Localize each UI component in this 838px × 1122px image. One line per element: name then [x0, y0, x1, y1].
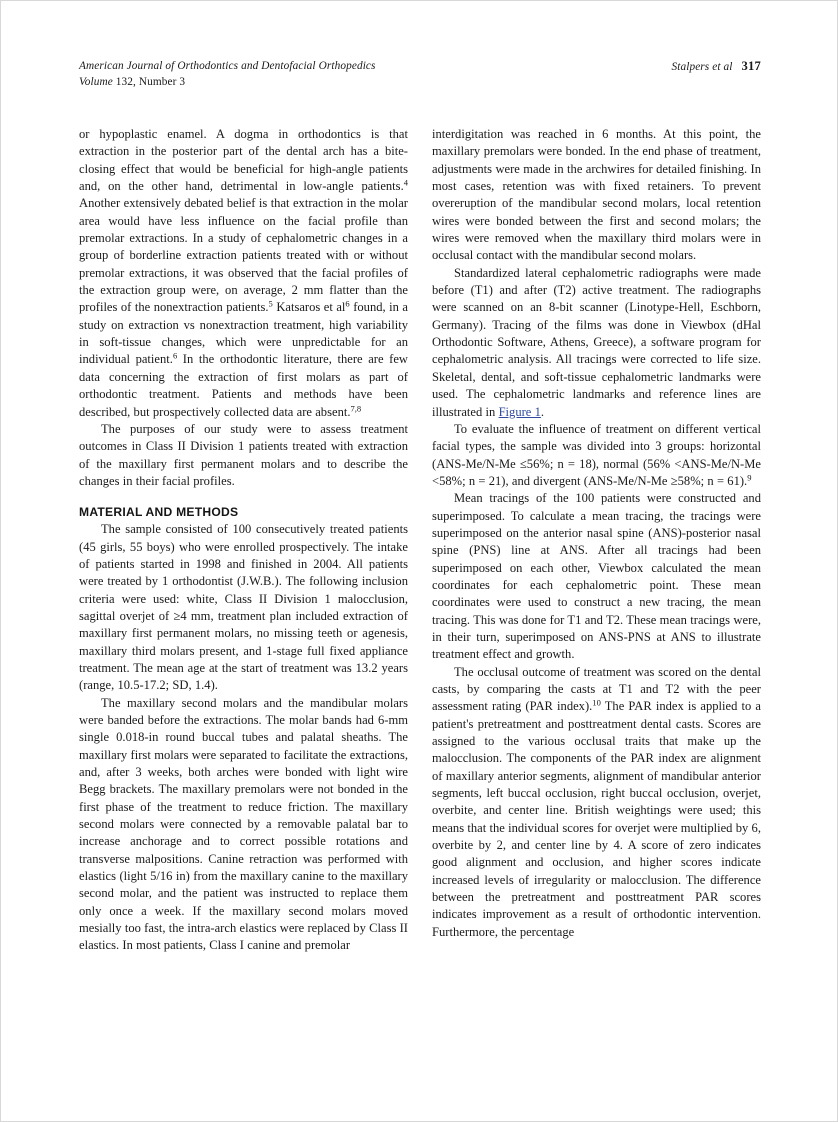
- paragraph-par-index: [432, 664, 761, 942]
- figure-1-link[interactable]: Figure 1: [498, 404, 541, 419]
- paragraph-banding: The maxillary second molars and the mandibular molars were banded before the extractions. The molar bands had 6-mm single 0.018-in round buccal tubes and palatal sheaths. The maxillary first molars were separated to facilitate the extractions, and, after 3 weeks, both arches were bonded with light wire Begg brackets. The maxillary premolars were not bonded in the first phase of the treatment to reduce friction. The maxillary second molars were connected by a removable palatal bar to increase anchorage and to correct possible rotations and transverse malpositions. Canine retraction was performed with elastics (light 5/16 in) from the maxillary canine to the maxillary second molar, and the patient was instructed to replace them only once a week. If the maxillary second molars moved mesially too fast, the intra-arch elastics were replaced by Class II elastics. In most patients, Class I canine and premolar: [79, 695, 408, 953]
- paragraph-continuation: [79, 126, 408, 421]
- section-heading-material-and-methods: MATERIAL AND METHODS: [79, 505, 239, 520]
- para-text-d: found, in a study on extraction vs nonextraction treatment, high variability in soft-tissue changes, which were unpredictable for an individual patient.: [79, 300, 408, 367]
- para-text-a: Standardized lateral cephalometric radiographs were made before (T1) and after (T2) active treatment. The radiographs were scanned on an 8-bit scanner (Linotype-Hell, Eschborn, Germany). Tracing of the films was done in Viewbox (dHal Orthodontic Software, Athens, Greece), a software program for cephalometric analysis. All tracings were corrected to life size. Skeletal, dental, and soft-tissue cephalometric landmarks were used. The cephalometric landmarks and reference lines are illustrated in: [432, 265, 761, 419]
- para-text-a: To evaluate the influence of treatment on different vertical facial types, the sample was divided into 3 groups: horizontal (ANS-Me/N-Me ≤56%; n = 18), normal (56% <ANS-Me/N-Me <58%; n = 21), and divergent (ANS-Me/N-Me ≥58%; n = 61).: [432, 421, 761, 488]
- reference-marker-4: 4: [403, 177, 408, 188]
- paragraph-purposes: The purposes of our study were to assess treatment outcomes in Class II Division 1 patients treated with extraction of the maxillary first permanent molars and to describe the changes in their facial profiles.: [79, 421, 408, 488]
- para-text-b: The PAR index is applied to a patient's pretreatment and posttreatment dental casts. Scores are assigned to the various occlusal traits that make up the malocclusion. The components of the PAR index are alignment of maxillary anterior segments, alignment of mandibular anterior segments, left buccal occlusion, right buccal occlusion, overjet, overbite, and center line. British weightings were used; this means that the individual scores for overjet were multiplied by 6, overbite by 2, and center line by 4. A score of zero indicates good alignment and occlusion, and higher scores indicate increased levels of irregularity or malocclusion. The difference between the pretreatment and posttreatment PAR scores indicates improvement as a result of orthodontic intervention. Furthermore, the percentage: [432, 699, 761, 939]
- left-column: [79, 126, 408, 955]
- reference-marker-6b: 6: [172, 351, 178, 362]
- reference-marker-10: 10: [592, 698, 601, 709]
- page-content-area: [79, 59, 761, 955]
- reference-marker-5: 5: [268, 299, 273, 310]
- paragraph-interdigitation: interdigitation was reached in 6 months. At this point, the maxillary premolars were bonded. In the end phase of treatment, adjustments were made in the archwires for detailed finishing. In most cases, retention was with fixed retainers. To prevent overeruption of the mandibular second molars, local retention wires were bonded between the first and second molars; the wires were removed when the maxillary third molars were in occlusal contact with the mandibular second molars.: [432, 127, 761, 263]
- para-text-e: In the orthodontic literature, there are few data concerning the extraction of first molars as part of orthodontic treatment. Patients and methods have been described, but prospectively collected data are absent.: [79, 352, 408, 419]
- reference-marker-9: 9: [747, 472, 752, 483]
- paragraph-radiographs: [432, 265, 761, 421]
- para-text-c: Katsaros et al: [272, 300, 346, 315]
- paragraph-mean-tracings: Mean tracings of the 100 patients were constructed and superimposed. To calculate a mean tracing, the tracings were superimposed on the anterior nasal spine (ANS)-posterior nasal spine (PNS) line at ANS. After all tracings had been superimposed on each other, Viewbox calculated the mean coordinates for each cephalometric point. These mean coordinates were used to construct a new tracing, the mean tracing. This was done for T1 and T2. These mean tracings were, in their turn, superimposed on ANS-PNS at ANS to illustrate treatment effect and growth.: [432, 491, 761, 662]
- right-column: [432, 126, 761, 941]
- reference-marker-6a: 6: [345, 299, 350, 310]
- para-text-a: or hypoplastic enamel. A dogma in orthodontics is that extraction in the posterior part of the dental arch has a bite-closing effect that would be beneficial for high-angle patients and, on the other hand, detrimental in low-angle patients.: [79, 127, 408, 194]
- volume-number: 132, Number 3: [112, 75, 186, 88]
- volume-label: Volume: [79, 75, 113, 88]
- running-head-right: [671, 59, 761, 76]
- paragraph-vertical-facial-types: [432, 421, 761, 490]
- para-text-b: Another extensively debated belief is that extraction in the molar area would have less influence on the facial profile than premolar extractions. In a study of cephalometric changes in a group of borderline extraction patients treated with or without premolar extractions, it was observed that the facial profiles of the extraction group were, on average, 2 mm flatter than the profiles of the nonextraction patients.: [79, 196, 408, 315]
- para-text-a: The occlusal outcome of treatment was scored on the dental casts, by comparing the casts at T1 and T2 with the peer assessment rating (PAR index).: [432, 664, 761, 714]
- two-column-layout: [79, 126, 761, 955]
- para-text-b: .: [540, 404, 545, 419]
- volume-issue-line: [79, 75, 376, 91]
- paragraph-sample: The sample consisted of 100 consecutively treated patients (45 girls, 55 boys) who were enrolled prospectively. The intake of patients started in 1998 and finished in 2004. All patients were treated by 1 orthodontist (J.W.B.). The following inclusion criteria were used: white, Class II Division 1 malocclusion, sagittal overjet of ≥4 mm, treatment plan included extraction of maxillary first permanent molars, no missing teeth or agenesis, maxillary third molars present, and 1-stage full fixed appliance treatment. The mean age at the start of treatment was 13.2 years (range, 10.5-17.2; SD, 1.4).: [79, 522, 408, 693]
- running-head-left: [79, 59, 376, 90]
- author-citation: Stalpers et al: [671, 61, 733, 73]
- page-number: 317: [741, 59, 761, 73]
- reference-marker-7-8: 7,8: [350, 403, 362, 414]
- journal-title: American Journal of Orthodontics and Dentofacial Orthopedics: [79, 60, 376, 72]
- running-head: [79, 59, 761, 90]
